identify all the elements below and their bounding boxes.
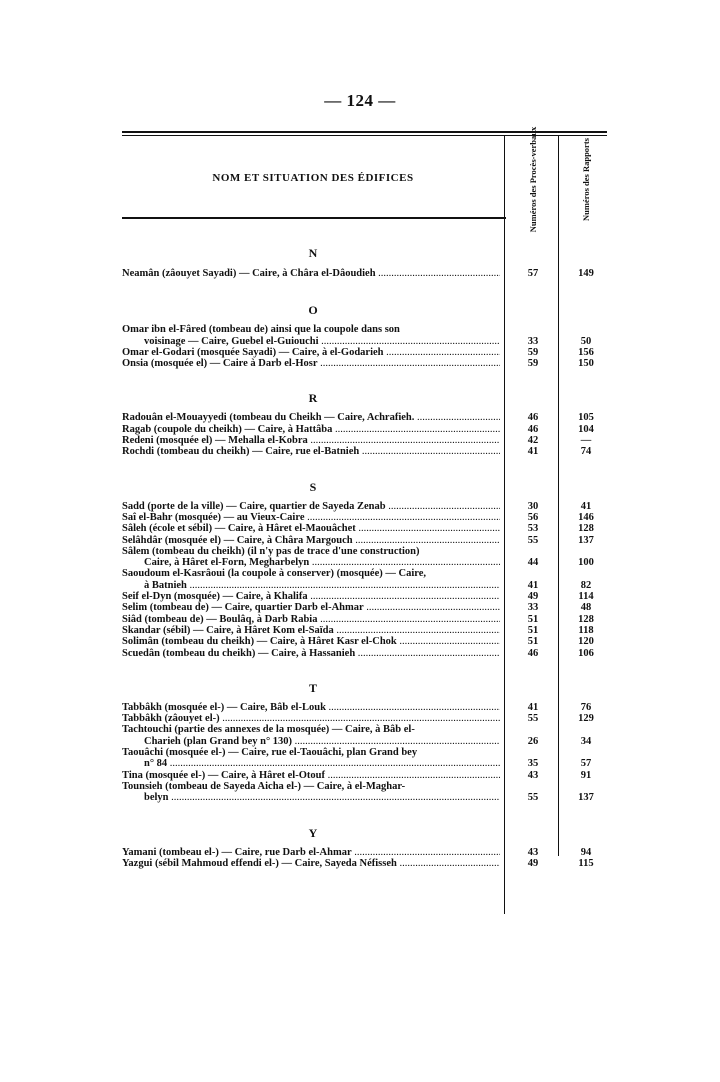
edifice-name — [122, 268, 502, 279]
proces-verbal-number: 41 — [527, 579, 539, 591]
header-bottom-rule — [122, 217, 506, 219]
column-header-rapports-label: Numéros des Rapports — [580, 137, 591, 221]
proces-verbal-number: 55 — [527, 713, 539, 725]
edifice-name — [122, 512, 502, 523]
proces-verbal-number: 51 — [527, 636, 539, 648]
rapport-number: 57 — [580, 758, 592, 770]
edifice-name-line: Omar el-Godari (mosquée Sayadi) — Caire, à el-Godarieh ..... — [122, 347, 500, 358]
rapport-number: — — [580, 435, 592, 447]
column-header-pv — [510, 126, 558, 232]
edifice-name — [122, 770, 502, 781]
table-row — [122, 781, 608, 804]
edifice-name-line: Tabbâkh (mosquée el-) — Caire, Bâb el-Louk ..... — [122, 702, 500, 713]
edifice-name-continuation: voisinage — Caire, Guebel el-Guiouchi ..... — [122, 336, 500, 347]
table-row — [122, 591, 608, 602]
edifice-name-line: Redeni (mosquée el) — Mehalla el-Kobra ..... — [122, 435, 500, 446]
rapport-number: 156 — [578, 346, 594, 358]
edifice-name-line: Tachtouchi (partie des annexes de la mosquée) — Caire, à Bâb el- — [122, 724, 415, 736]
table-row — [122, 501, 608, 512]
edifice-name — [122, 591, 502, 602]
rapport-number: 104 — [578, 423, 594, 435]
edifice-name — [122, 546, 502, 569]
rapport-number: 76 — [580, 701, 592, 713]
table-row — [122, 636, 608, 647]
edifice-name — [122, 424, 502, 435]
rapport-number: 149 — [578, 268, 594, 279]
table-row — [122, 358, 608, 369]
edifice-name-line: Tounsieh (tombeau de Sayeda Aicha el-) — Caire, à el-Maghar- — [122, 780, 406, 792]
edifice-name — [122, 724, 502, 747]
edifice-name-line: Yamani (tombeau el-) — Caire, rue Darb el-Ahmar ..... — [122, 847, 500, 858]
proces-verbal-number: 43 — [527, 846, 539, 858]
edifice-name-line: Radouân el-Mouayyedi (tombeau du Cheikh — Caire, Achrafieh. ..... — [122, 412, 500, 423]
table-row — [122, 702, 608, 713]
rapport-number: 82 — [580, 579, 592, 591]
edifice-name — [122, 648, 502, 659]
rapport-number: 128 — [578, 613, 594, 625]
table-row — [122, 523, 608, 534]
edifice-name — [122, 602, 502, 613]
table-row — [122, 435, 608, 446]
table-row — [122, 858, 608, 869]
section-letter: R — [308, 391, 318, 406]
edifice-name-line: Sadd (porte de la ville) — Caire, quartier de Sayeda Zenab ..... — [122, 501, 500, 512]
rapport-number: 129 — [578, 713, 594, 725]
edifice-name — [122, 501, 502, 512]
rapport-number: 114 — [578, 591, 594, 603]
edifice-name-continuation: Charieh (plan Grand bey n° 130) ..... — [122, 736, 500, 747]
rapport-number: 146 — [578, 511, 594, 523]
edifice-name — [122, 713, 502, 724]
proces-verbal-number: 33 — [527, 335, 539, 347]
table-row — [122, 347, 608, 358]
proces-verbal-number: 49 — [527, 857, 539, 869]
edifice-name-line: Saî el-Bahr (mosquée) — au Vieux-Caire ..... — [122, 512, 500, 523]
column-header-title: NOM ET SITUATION DES ÉDIFICES — [212, 172, 414, 184]
proces-verbal-number: 51 — [527, 613, 539, 625]
rapport-number: 137 — [578, 534, 594, 546]
proces-verbal-number: 42 — [527, 435, 539, 447]
proces-verbal-number: 46 — [527, 412, 539, 424]
rapport-number: 120 — [578, 636, 594, 648]
proces-verbal-number: 33 — [527, 602, 539, 614]
edifice-name-line: Saoudoum el-Kasrâoui (la coupole à conserver) (mosquée) — Caire, — [122, 568, 426, 580]
proces-verbal-number: 30 — [527, 500, 539, 512]
edifice-name-line: Selim (tombeau de) — Caire, quartier Darb el-Ahmar ..... — [122, 602, 500, 613]
edifice-name — [122, 446, 502, 457]
rapport-number: 74 — [580, 446, 592, 458]
table-row — [122, 324, 608, 347]
rapport-number: 91 — [580, 769, 592, 781]
rapport-number: 94 — [580, 846, 592, 858]
rapport-number: 115 — [578, 857, 594, 869]
edifice-name — [122, 614, 502, 625]
rapport-number: 137 — [578, 792, 594, 804]
proces-verbal-number: 44 — [527, 557, 539, 569]
rapport-number: 100 — [578, 557, 594, 569]
rapport-number: 41 — [580, 500, 592, 512]
proces-verbal-number: 57 — [527, 268, 539, 279]
edifice-name-line: Scuedân (tombeau du cheikh) — Caire, à Hassanieh ..... — [122, 648, 500, 659]
edifice-name — [122, 535, 502, 546]
edifice-name-continuation: n° 84 ..... — [122, 758, 500, 769]
column-header-rapports — [562, 137, 610, 221]
edifice-name-continuation: Caire, à Hâret el-Forn, Megharbelyn ..... — [122, 557, 500, 568]
table-row — [122, 770, 608, 781]
edifice-name-line: Neamân (zâouyet Sayadi) — Caire, à Châra el-Dâoudieh ..... — [122, 268, 500, 279]
table-row — [122, 602, 608, 613]
edifice-name — [122, 523, 502, 534]
edifice-name-line: Sâleh (école et sébil) — Caire, à Hâret el-Maouâchet ..... — [122, 523, 500, 534]
proces-verbal-number: 46 — [527, 647, 539, 659]
proces-verbal-number: 55 — [527, 792, 539, 804]
proces-verbal-number: 41 — [527, 446, 539, 458]
rapport-number: 50 — [580, 335, 592, 347]
rapport-number: 105 — [578, 412, 594, 424]
table-row — [122, 512, 608, 523]
proces-verbal-number: 59 — [527, 346, 539, 358]
edifice-name — [122, 435, 502, 446]
proces-verbal-number: 35 — [527, 758, 539, 770]
table-row — [122, 648, 608, 659]
edifice-name — [122, 347, 502, 358]
edifice-name — [122, 747, 502, 770]
rapport-number: 34 — [580, 735, 592, 747]
edifice-name-line: Omar ibn el-Fâred (tombeau de) ainsi que la coupole dans son — [122, 324, 400, 336]
edifice-name-line: Selâhdâr (mosquée el) — Caire, à Châra Margouch ..... — [122, 535, 500, 546]
proces-verbal-number: 56 — [527, 511, 539, 523]
edifice-name — [122, 636, 502, 647]
edifice-name-continuation: belyn ..... — [122, 792, 500, 803]
section-letter: N — [308, 246, 318, 260]
edifice-name — [122, 781, 502, 804]
table-row — [122, 268, 608, 279]
rapport-number: 150 — [578, 358, 594, 370]
page-number: — 124 — — [324, 91, 396, 110]
edifice-name — [122, 412, 502, 423]
table-row — [122, 535, 608, 546]
rapport-number: 48 — [580, 602, 592, 614]
table-row — [122, 412, 608, 423]
rapport-number: 118 — [578, 624, 594, 636]
section-letter: T — [308, 680, 317, 695]
edifice-name — [122, 358, 502, 369]
proces-verbal-number: 26 — [527, 735, 539, 747]
table-row — [122, 424, 608, 435]
table-row — [122, 747, 608, 770]
proces-verbal-number: 43 — [527, 769, 539, 781]
edifice-name-continuation: à Batnieh ..... — [122, 580, 500, 591]
section-letter: Y — [308, 825, 318, 840]
edifice-name — [122, 324, 502, 347]
table-row — [122, 724, 608, 747]
edifice-name — [122, 702, 502, 713]
table-row — [122, 847, 608, 858]
edifice-name-line: Taouâchi (mosquée el-) — Caire, rue el-Taouâchi, plan Grand bey — [122, 747, 418, 759]
edifice-name — [122, 847, 502, 858]
proces-verbal-number: 53 — [527, 523, 539, 535]
rapport-number: 106 — [578, 647, 594, 659]
section-letter: S — [309, 479, 317, 494]
table-row — [122, 546, 608, 569]
edifice-name-line: Solimân (tombeau du cheikh) — Caire, à Hâret Kasr el-Chok ..... — [122, 636, 500, 647]
section-letter: O — [308, 303, 318, 318]
edifice-name — [122, 858, 502, 869]
edifice-name-line: Tabbâkh (zâouyet el-) ..... — [122, 713, 500, 724]
table-row — [122, 713, 608, 724]
proces-verbal-number: 59 — [527, 358, 539, 370]
proces-verbal-number: 51 — [527, 624, 539, 636]
edifice-name — [122, 625, 502, 636]
table-row — [122, 614, 608, 625]
rapport-number: 128 — [578, 523, 594, 535]
edifice-name-line: Ragab (coupole du cheikh) — Caire, à Hattâba ..... — [122, 424, 500, 435]
edifice-name-line: Sâlem (tombeau du cheikh) (il n'y pas de trace d'une construction) — [122, 545, 420, 557]
table-row — [122, 568, 608, 591]
proces-verbal-number: 49 — [527, 591, 539, 603]
table-row — [122, 446, 608, 457]
table-row — [122, 625, 608, 636]
edifice-name-line: Seif el-Dyn (mosquée) — Caire, à Khalifa ..... — [122, 591, 500, 602]
proces-verbal-number: 46 — [527, 423, 539, 435]
edifice-name — [122, 568, 502, 591]
edifice-name-line: Tina (mosquée el-) — Caire, à Hâret el-Otouf ..... — [122, 770, 500, 781]
column-header-pv-label: Numéros des Procès-verbaux — [528, 126, 539, 232]
edifice-name-line: Skandar (sébil) — Caire, à Hâret Kom el-Saïda ..... — [122, 625, 500, 636]
proces-verbal-number: 55 — [527, 534, 539, 546]
proces-verbal-number: 41 — [527, 701, 539, 713]
edifice-name-line: Rochdi (tombeau du cheikh) — Caire, rue el-Batnieh ..... — [122, 446, 500, 457]
edifice-name-line: Siâd (tombeau de) — Boulâq, à Darb Rabia ..... — [122, 614, 500, 625]
edifice-name-line: Onsia (mosquée el) — Caire à Darb el-Hosr ..... — [122, 358, 500, 369]
index-table — [122, 246, 608, 869]
edifice-name-line: Yazgui (sébil Mahmoud effendi el-) — Caire, Sayeda Néfisseh ..... — [122, 858, 500, 869]
